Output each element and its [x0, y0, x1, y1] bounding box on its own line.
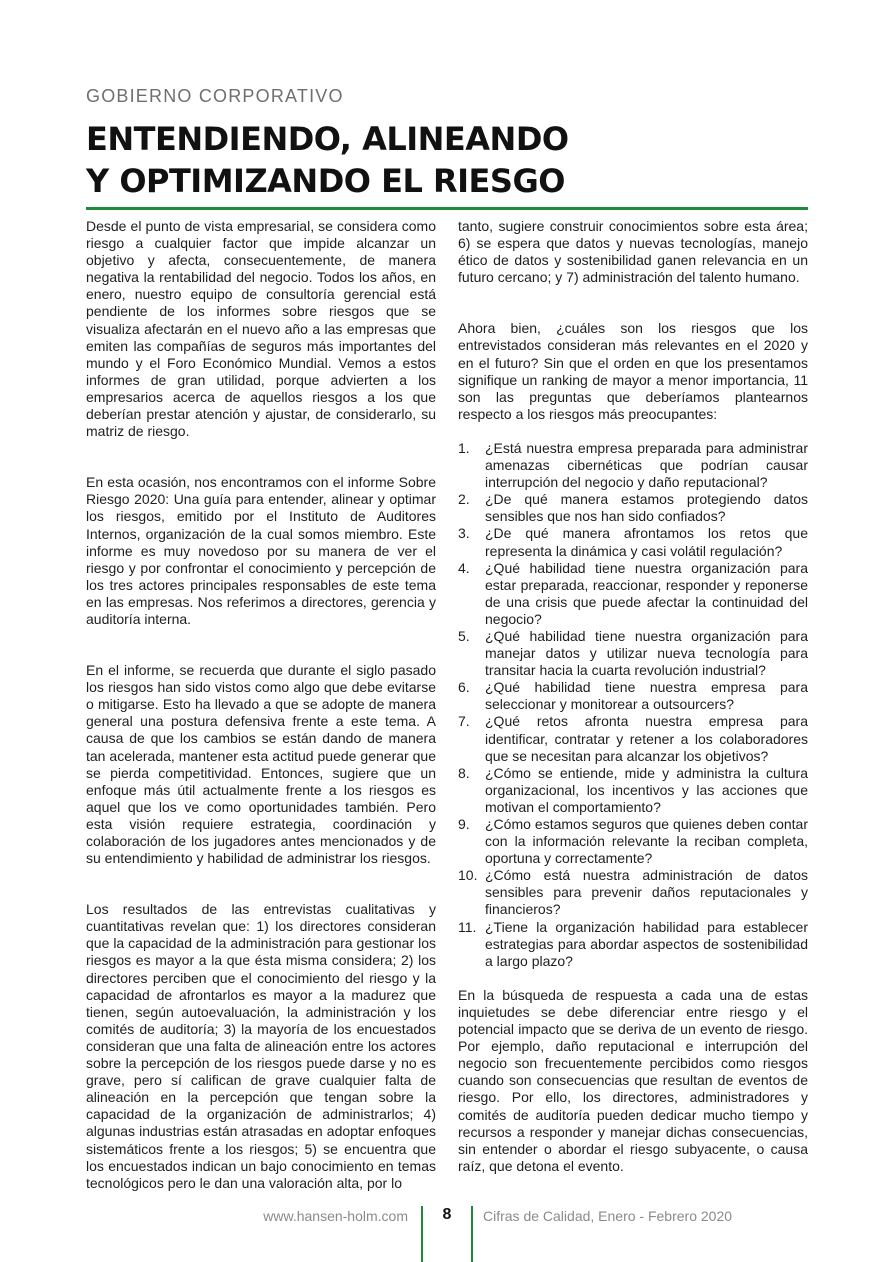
paragraph: Los resultados de las entrevistas cualitativas y cuantitativas revelan que: 1) los directores consideran que la capacidad de la administración para gestionar los riesgos es mayor a la que ésta misma considera; 2) los directores perciben que el conocimiento del riesgo y la capacidad de afrontarlos es mayor a la madurez que tienen, según autoevaluación, la administración y los comités de auditoría; 3) la mayoría de los encuestados consideran que una falta de alineación entre los actores sobre la percepción de los riesgos puede darse y no es grave, pero sí califican de grave cualquier falta de alineación en la percepción que tengan sobre la capacidad de la organización de administrarlos; 4) algunas industrias están atrasadas en adoptar enfoques sistemáticos frente a los riesgos; 5) se encuentra que los encuestados indican un bajo conocimiento en temas tecnológicos pero le dan una valoración alta, por lo	[86, 901, 436, 1191]
paragraph: Desde el punto de vista empresarial, se considera como riesgo a cualquier factor que impide alcanzar un objetivo y afecta, consecuentemente, de manera negativa la rentabilidad del negocio. Todos los años, en enero, nuestro equipo de consultoría gerencial está pendiente de los informes sobre riesgos que se visualiza afectarán en el nuevo año a las empresas que emiten las compañías de seguros más importantes del mundo y el Foro Económico Mundial. Vemos a estos informes de gran utilidad, porque advierten a los empresarios acerca de aquellos riesgos a los que deberían prestar atención y ajustar, de considerarlo, su matriz de riesgo.	[86, 218, 436, 440]
question-text: ¿Cómo se entiende, mide y administra la cultura organizacional, los incentivos y las acciones que motivan el comportamiento?	[485, 764, 808, 815]
question-item	[458, 765, 808, 816]
question-list	[458, 440, 808, 970]
question-item	[458, 560, 808, 628]
question-text: ¿Qué habilidad tiene nuestra organización para manejar datos y utilizar nueva tecnología para transitar hacia la cuarta revolución industrial?	[485, 627, 808, 679]
question-number: 8.	[458, 764, 470, 781]
page-number: 8	[442, 1206, 452, 1223]
question-number: 7.	[458, 713, 470, 730]
website-link[interactable]: www.hansen-holm.com	[263, 1208, 408, 1224]
question-text: ¿Cómo estamos seguros que quienes deben contar con la información relevante la reciban completa, oportuna y correctamente?	[485, 816, 808, 867]
question-item	[458, 679, 808, 713]
paragraph: En la búsqueda de respuesta a cada una de estas inquietudes se debe diferenciar entre riesgo y el potencial impacto que se deriva de un evento de riesgo. Por ejemplo, daño reputacional e interrupción del negocio son frecuentemente percibidos como riesgos cuando son consecuencias que resultan de eventos de riesgo. Por ello, los directores, administradores y comités de auditoría pueden dedicar mucho tiempo y recursos a responder y manejar dichas consecuencias, sin entender o abordar el riesgo subyacente, o causa raíz, que detona el evento.	[458, 986, 808, 1174]
question-number: 10.	[458, 867, 478, 884]
question-number: 9.	[458, 816, 470, 832]
question-number: 5.	[458, 627, 470, 644]
question-item	[458, 919, 808, 970]
title-divider	[86, 207, 808, 210]
question-item	[458, 491, 808, 525]
paragraph: En el informe, se recuerda que durante el siglo pasado los riesgos han sido vistos como algo que debe evitarse o mitigarse. Esto ha llevado a que se adopte de manera general una postura defensiva frente a este tema. A causa de que los cambios se están dando de manera tan acelerada, mantener esta actitud puede generar que se pierda competitividad. Entonces, sugiere que un enfoque más útil actualmente frente a los riesgos es aquel que los ve como oportunidades también. Pero esta visión requiere estrategia, coordinación y colaboración de los jugadores antes mencionados y de su entendimiento y habilidad de administrar los riesgos.	[86, 662, 436, 867]
right-column	[458, 218, 808, 1209]
question-number: 2.	[458, 491, 470, 508]
title-line-2: Y OPTIMIZANDO EL RIESGO	[86, 162, 565, 200]
paragraph: En esta ocasión, nos encontramos con el informe Sobre Riesgo 2020: Una guía para entender, alinear y optimar los riesgos, emitido por el Instituto de Auditores Internos, organización de la cual somos miembro. Este informe es muy novedoso por su manera de ver el riesgo y por confrontar el conocimiento y percepción de los tres actores principales responsables de este tema en las empresas. Nos referimos a directores, gerencia y auditoría interna.	[86, 474, 436, 627]
question-text: ¿Tiene la organización habilidad para establecer estrategias para abordar aspectos de sostenibilidad a largo plazo?	[485, 918, 808, 969]
question-text: ¿De qué manera estamos protegiendo datos sensibles que nos han sido confiados?	[485, 491, 808, 525]
question-number: 1.	[458, 439, 470, 456]
question-item	[458, 816, 808, 867]
question-item	[458, 525, 808, 559]
section-label: GOBIERNO CORPORATIVO	[86, 86, 344, 106]
question-number: 4.	[458, 559, 470, 576]
question-item	[458, 628, 808, 679]
question-item	[458, 440, 808, 491]
paragraph: Ahora bien, ¿cuáles son los riesgos que los entrevistados consideran más relevantes en el 2020 y en el futuro? Sin que el orden en que los presentamos signifique un ranking de mayor a menor importancia, 11 son las preguntas que deberíamos plantearnos respecto a los riesgos más preocupantes:	[458, 320, 808, 422]
article-title	[86, 118, 806, 202]
question-number: 3.	[458, 525, 470, 542]
paragraph: tanto, sugiere construir conocimientos sobre esta área; 6) se espera que datos y nuevas tecnologías, manejo ético de datos y sostenibilidad ganen relevancia en un futuro cercano; y 7) administración del talento humano.	[458, 218, 808, 286]
question-text: ¿Qué retos afronta nuestra empresa para identificar, contratar y retener a los colaboradores que se necesitan para alcanzar los objetivos?	[485, 713, 808, 764]
question-number: 11.	[458, 918, 477, 935]
left-column	[86, 218, 436, 1191]
question-text: ¿De qué manera afrontamos los retos que representa la dinámica y casi volátil regulación?	[485, 525, 808, 559]
question-item	[458, 713, 808, 764]
publication-name: Cifras de Calidad, Enero - Febrero 2020	[483, 1208, 733, 1224]
title-line-1: ENTENDIENDO, ALINEANDO	[86, 120, 569, 158]
question-number: 6.	[458, 679, 470, 696]
footer-divider	[471, 1206, 473, 1262]
page-footer	[0, 1206, 892, 1262]
question-text: ¿Qué habilidad tiene nuestra organización para estar preparada, reaccionar, responder y reponerse de una crisis que puede afectar la continuidad del negocio?	[485, 559, 808, 627]
question-item	[458, 867, 808, 918]
question-text: ¿Qué habilidad tiene nuestra empresa para seleccionar y monitorear a outsourcers?	[485, 679, 808, 713]
question-text: ¿Cómo está nuestra administración de datos sensibles para prevenir daños reputacionales y financieros?	[485, 867, 808, 918]
question-text: ¿Está nuestra empresa preparada para administrar amenazas cibernéticas que podrían causar interrupción del negocio y daño reputacional?	[485, 439, 808, 491]
